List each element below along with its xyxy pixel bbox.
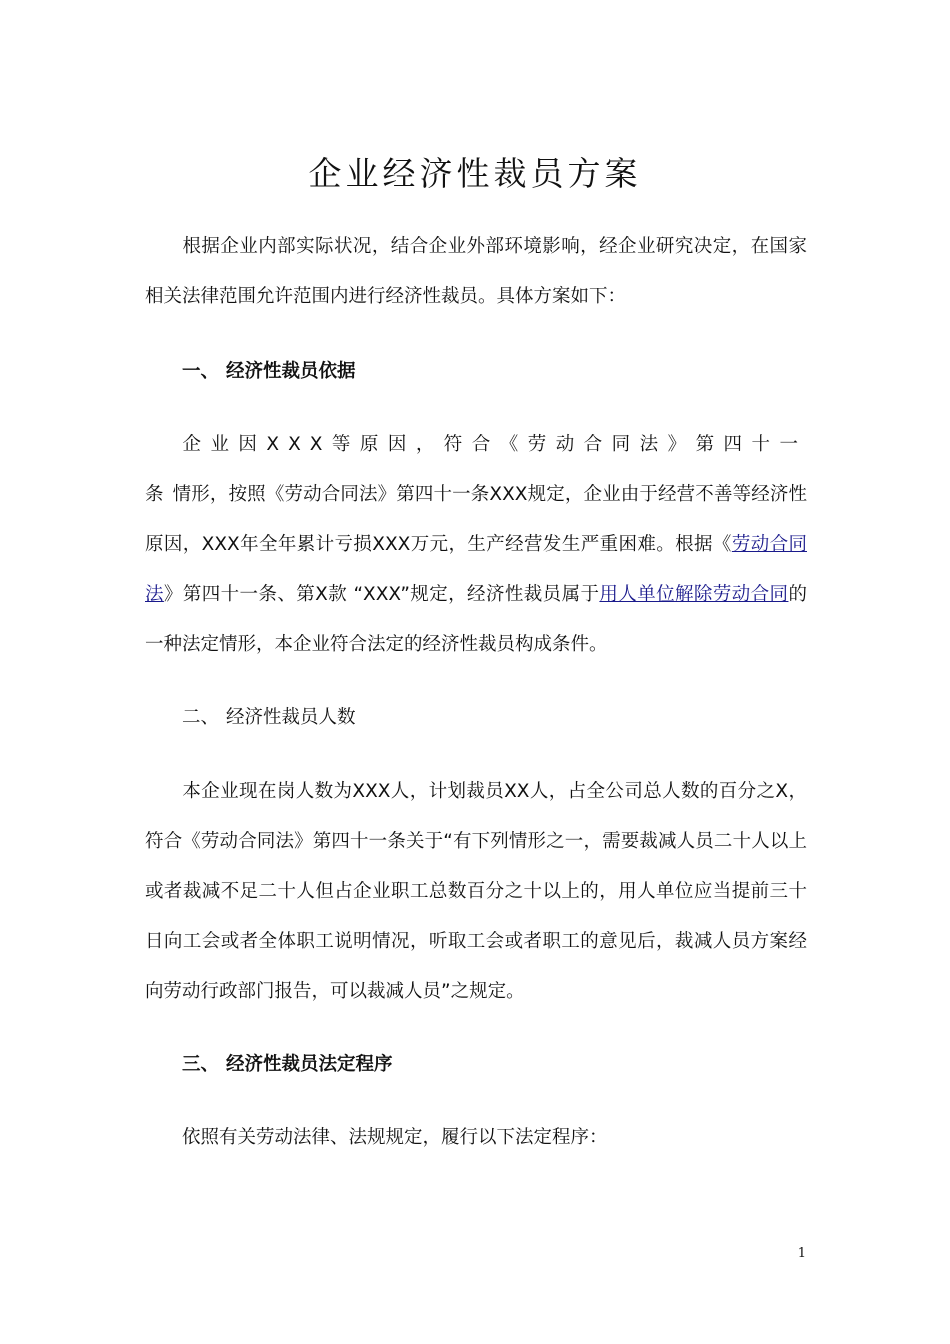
document-title: 企业经济性裁员方案 [308,154,642,193]
section-1-text-a: 情形，按照《劳动合同法》第四十一条XXX规定，企业由于经营不善等经济性原因，XXX年全年累计亏损XXX万元，生产经营发生严重困难。根据《 [145,484,807,555]
section-1-title: 经济性裁员依据 [226,361,356,382]
section-3-title: 经济性裁员法定程序 [226,1054,393,1075]
section-2-title: 经济性裁员人数 [226,707,356,728]
section-1-paragraph [145,420,807,670]
intro-paragraph [145,222,807,322]
section-2-text: 本企业现在岗人数为XXX人，计划裁员XX人，占全公司总人数的百分之X，符合《劳动合同法》第四十一条关于“有下列情形之一，需要裁减人员二十人以上或者裁减不足二十人但占企业职工总数百分之十以上的，用人单位应当提前三十日向工会或者全体职工说明情况，听取工会或者职工的意见后，裁减人员方案经向劳动行政部门报告，可以裁减人员”之规定。 [145,781,807,1002]
section-2-heading [182,703,356,733]
link-employer-termination[interactable]: 用人单位解除劳动合同 [599,584,789,605]
intro-text: 根据企业内部实际状况，结合企业外部环境影响，经企业研究决定，在国家相关法律范围允许范围内进行经济性裁员。具体方案如下： [145,236,807,307]
section-2-paragraph [145,767,807,1017]
section-1-first-line: 企业因XXX等原因，符合《劳动合同法》第四十一条 [145,434,807,505]
section-3-heading [182,1050,393,1080]
section-1-text-c: 的一种法定情形，本企业符合法定的经济性裁员构成条件。 [145,584,807,655]
section-3-paragraph [145,1113,807,1163]
section-3-text: 依照有关劳动法律、法规规定，履行以下法定程序： [182,1127,608,1148]
link-labor-contract-law[interactable]: 劳动合同法 [145,534,807,605]
section-3-number: 三、 [182,1054,220,1075]
section-1-heading [182,357,356,387]
section-2-number: 二、 [182,707,220,728]
section-1-text-b: 》第四十一条、第X款 “XXX”规定，经济性裁员属于 [163,584,600,605]
page-number: 1 [797,1246,806,1261]
section-1-number: 一、 [182,361,220,382]
